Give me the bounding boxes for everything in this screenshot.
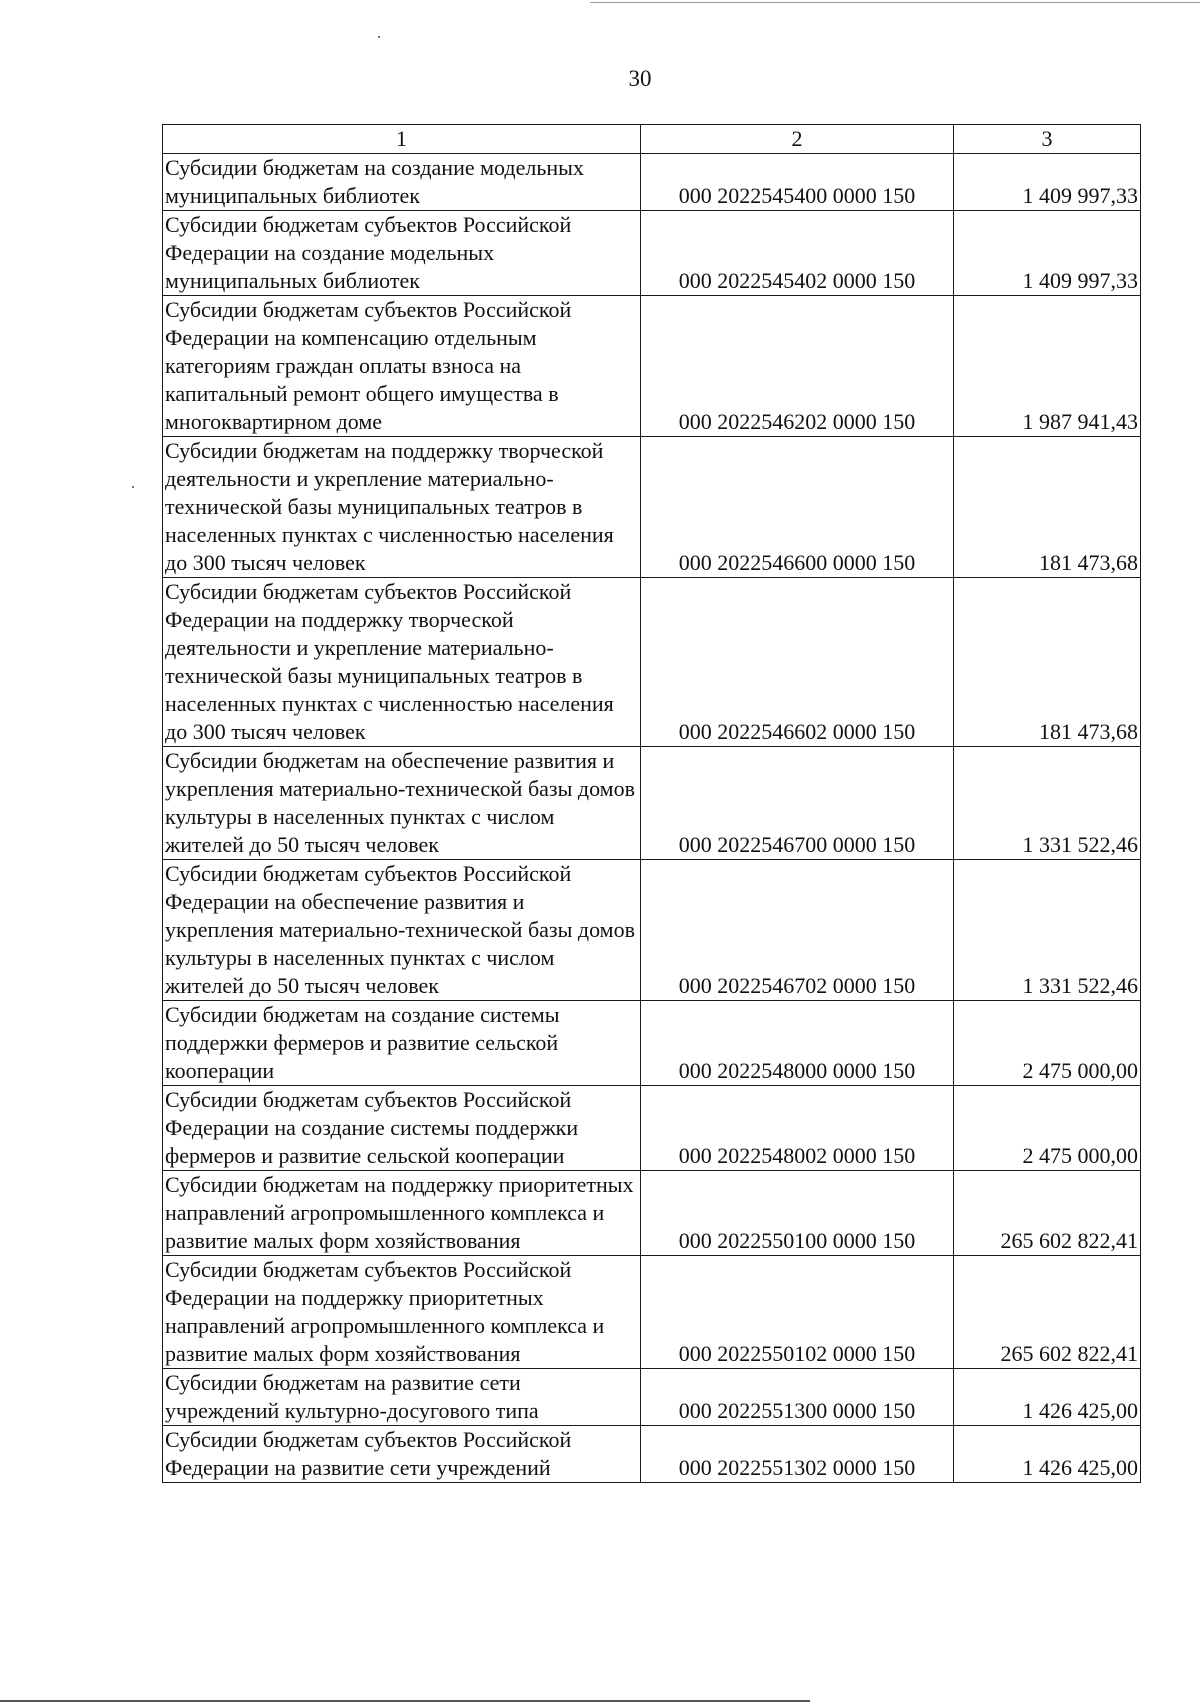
scan-edge-line-bottom — [0, 1700, 810, 1702]
row-name: Субсидии бюджетам субъектов Российской Федерации на развитие сети учреждений — [163, 1426, 641, 1483]
scan-edge-line-top — [590, 2, 1200, 3]
row-name: Субсидии бюджетам субъектов Российской Федерации на обеспечение развития и укрепления материально-технической базы домов культуры в населенных пунктах с числом жителей до 50 тысяч человек — [163, 860, 641, 1001]
column-header-3: 3 — [954, 125, 1141, 154]
table-row — [163, 578, 1141, 747]
row-code: 000 2022546600 0000 150 — [641, 437, 954, 578]
row-name: Субсидии бюджетам субъектов Российской Федерации на создание системы поддержки фермеров и развитие сельской кооперации — [163, 1086, 641, 1171]
row-amount: 1 426 425,00 — [954, 1426, 1141, 1483]
table-row — [163, 860, 1141, 1001]
table-row — [163, 1171, 1141, 1256]
row-code: 000 2022551302 0000 150 — [641, 1426, 954, 1483]
table-row — [163, 1369, 1141, 1426]
table-row — [163, 1426, 1141, 1483]
row-amount: 1 409 997,33 — [954, 211, 1141, 296]
row-amount: 181 473,68 — [954, 578, 1141, 747]
table-row — [163, 747, 1141, 860]
row-amount: 265 602 822,41 — [954, 1256, 1141, 1369]
table-row — [163, 154, 1141, 211]
row-code: 000 2022545402 0000 150 — [641, 211, 954, 296]
table-row — [163, 1256, 1141, 1369]
table-row — [163, 296, 1141, 437]
row-code: 000 2022545400 0000 150 — [641, 154, 954, 211]
row-code: 000 2022548002 0000 150 — [641, 1086, 954, 1171]
row-amount: 265 602 822,41 — [954, 1171, 1141, 1256]
row-code: 000 2022550100 0000 150 — [641, 1171, 954, 1256]
column-header-2: 2 — [641, 125, 954, 154]
row-name: Субсидии бюджетам на поддержку приоритетных направлений агропромышленного комплекса и развитие малых форм хозяйствования — [163, 1171, 641, 1256]
scan-speck — [132, 486, 134, 488]
row-amount: 181 473,68 — [954, 437, 1141, 578]
row-amount: 2 475 000,00 — [954, 1001, 1141, 1086]
row-code: 000 2022546202 0000 150 — [641, 296, 954, 437]
budget-table — [162, 124, 1141, 1483]
row-name: Субсидии бюджетам субъектов Российской Федерации на поддержку творческой деятельности и укрепление материально-технической базы муниципальных театров в населенных пунктах с численностью населения до 300 тысяч человек — [163, 578, 641, 747]
table-row — [163, 1001, 1141, 1086]
column-header-1: 1 — [163, 125, 641, 154]
row-name: Субсидии бюджетам на создание модельных муниципальных библиотек — [163, 154, 641, 211]
scan-speck — [378, 36, 380, 38]
row-amount: 1 331 522,46 — [954, 860, 1141, 1001]
table-header-row — [163, 125, 1141, 154]
row-code: 000 2022548000 0000 150 — [641, 1001, 954, 1086]
row-code: 000 2022550102 0000 150 — [641, 1256, 954, 1369]
row-code: 000 2022546702 0000 150 — [641, 860, 954, 1001]
row-amount: 1 426 425,00 — [954, 1369, 1141, 1426]
row-amount: 1 987 941,43 — [954, 296, 1141, 437]
row-name: Субсидии бюджетам на поддержку творческой деятельности и укрепление материально-технической базы муниципальных театров в населенных пунктах с численностью населения до 300 тысяч человек — [163, 437, 641, 578]
page-number: 30 — [628, 66, 652, 91]
row-amount: 2 475 000,00 — [954, 1086, 1141, 1171]
row-code: 000 2022546602 0000 150 — [641, 578, 954, 747]
row-name: Субсидии бюджетам на обеспечение развития и укрепления материально-технической базы домов культуры в населенных пунктах с числом жителей до 50 тысяч человек — [163, 747, 641, 860]
table-row — [163, 437, 1141, 578]
table-row — [163, 211, 1141, 296]
row-code: 000 2022546700 0000 150 — [641, 747, 954, 860]
row-name: Субсидии бюджетам субъектов Российской Федерации на компенсацию отдельным категориям граждан оплаты взноса на капитальный ремонт общего имущества в многоквартирном доме — [163, 296, 641, 437]
row-amount: 1 331 522,46 — [954, 747, 1141, 860]
row-amount: 1 409 997,33 — [954, 154, 1141, 211]
row-name: Субсидии бюджетам на развитие сети учреждений культурно-досугового типа — [163, 1369, 641, 1426]
row-name: Субсидии бюджетам на создание системы поддержки фермеров и развитие сельской кооперации — [163, 1001, 641, 1086]
row-code: 000 2022551300 0000 150 — [641, 1369, 954, 1426]
row-name: Субсидии бюджетам субъектов Российской Федерации на поддержку приоритетных направлений агропромышленного комплекса и развитие малых форм хозяйствования — [163, 1256, 641, 1369]
row-name: Субсидии бюджетам субъектов Российской Федерации на создание модельных муниципальных библиотек — [163, 211, 641, 296]
table-row — [163, 1086, 1141, 1171]
